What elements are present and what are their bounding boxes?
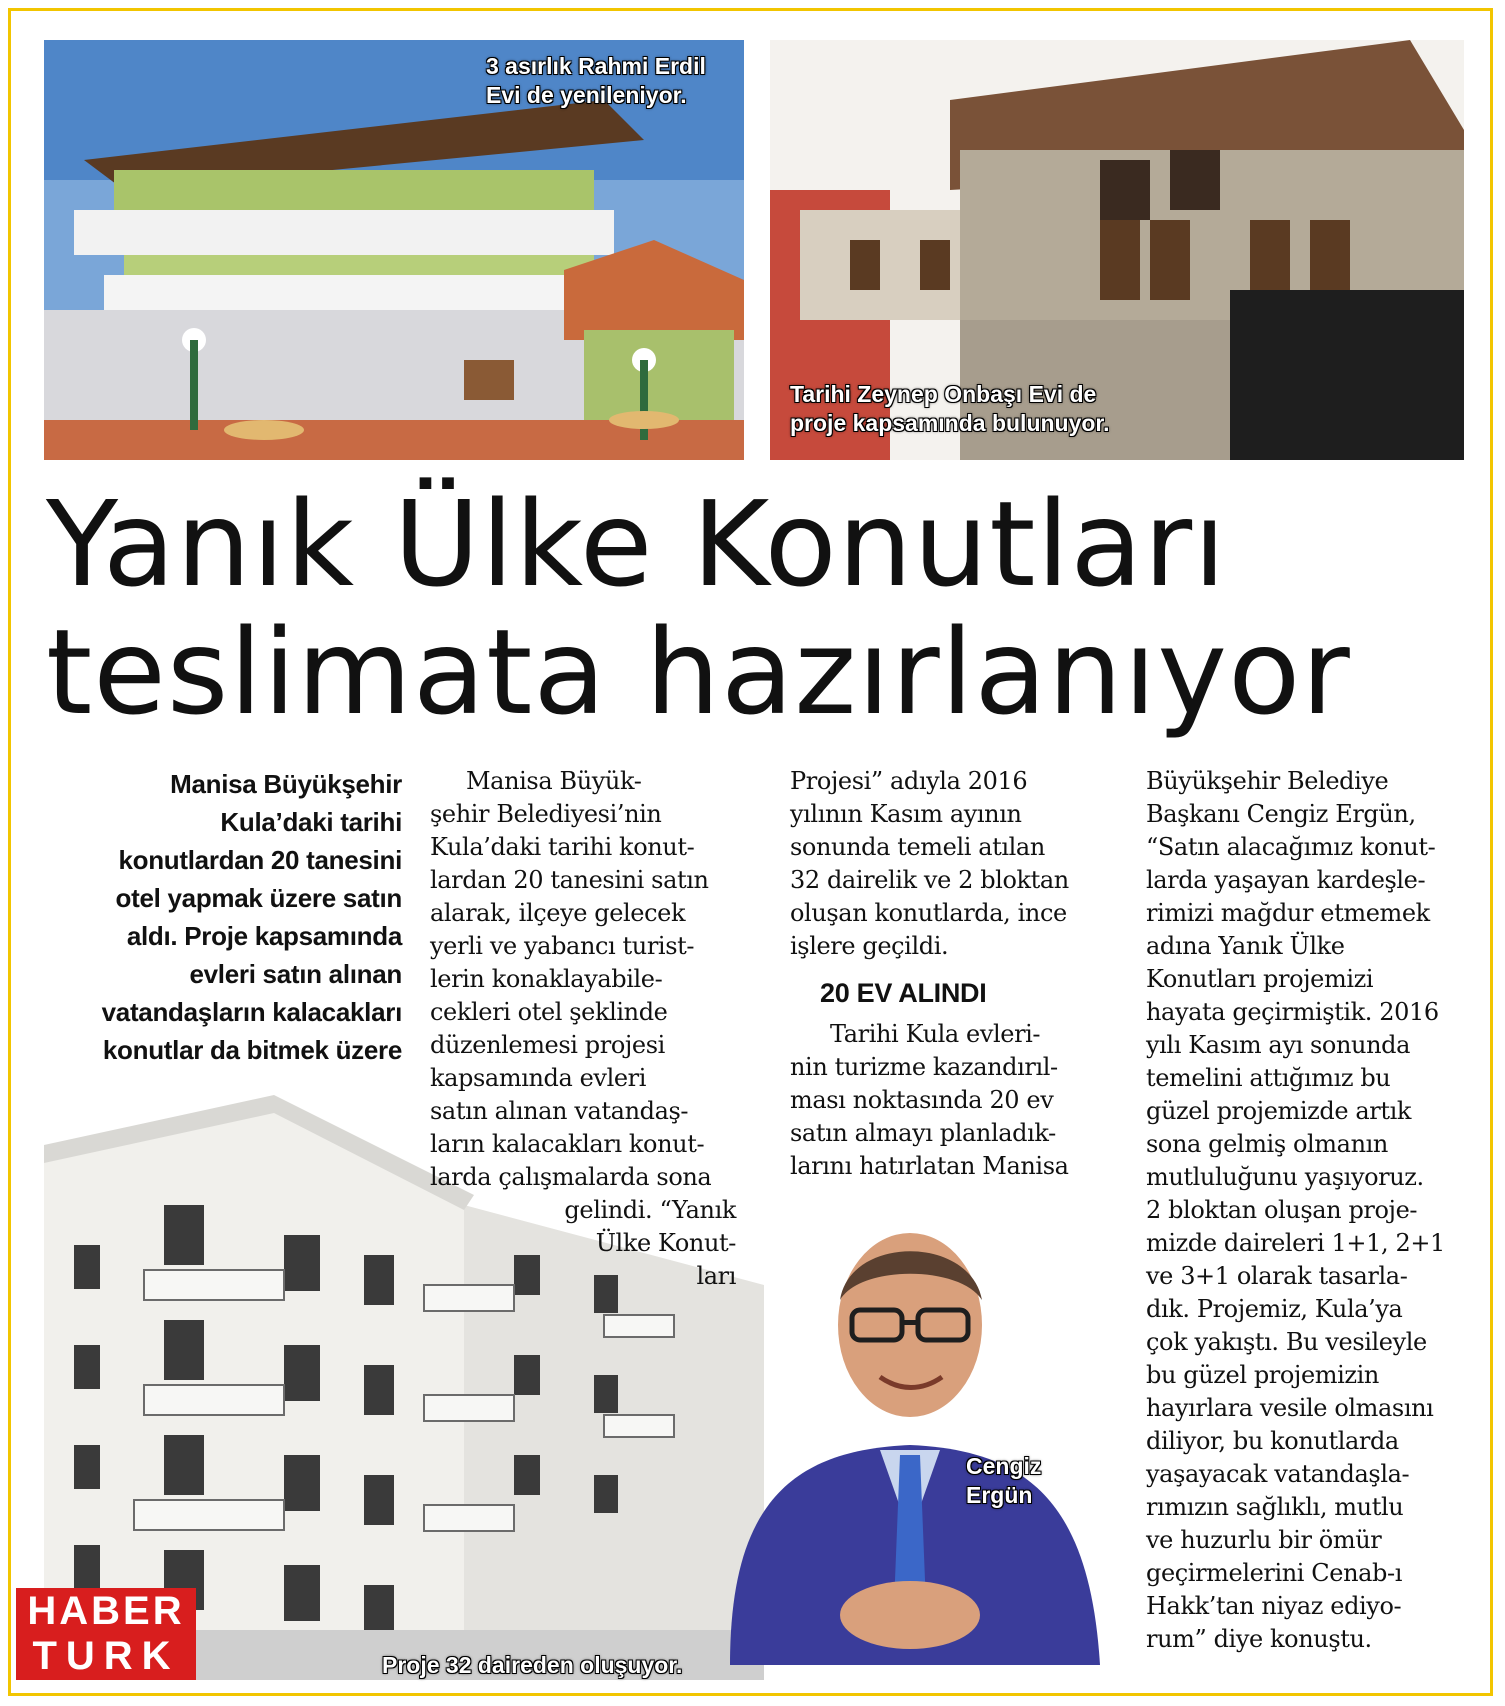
- text-line: hayırlara vesile olmasını: [1146, 1394, 1434, 1422]
- haberturk-logo: [16, 1588, 196, 1680]
- text-line: larda çalışmalarda sona: [430, 1163, 712, 1191]
- text-line: satın almayı planladık-: [790, 1119, 1056, 1147]
- text-line: diliyor, bu konutlarda: [1146, 1427, 1399, 1455]
- text-line: Konutları projemizi: [1146, 965, 1374, 993]
- text-line: Tarihi Kula evleri-: [830, 1020, 1041, 1048]
- text-line: temelini attığımız bu: [1146, 1064, 1391, 1092]
- text-line: şehir Belediyesi’nin: [430, 800, 662, 828]
- text-line: çok yakıştı. Bu vesileyle: [1146, 1328, 1427, 1356]
- lead-line: aldı. Proje kapsamında: [126, 921, 402, 951]
- rahmi-erdil-caption: [486, 52, 706, 110]
- logo-line: HABER: [27, 1589, 185, 1633]
- text-line: sonunda temeli atılan: [790, 833, 1045, 861]
- text-line: ması noktasında 20 ev: [790, 1086, 1054, 1114]
- logo-line: TURK: [32, 1634, 180, 1678]
- lead-line: Kula’daki tarihi: [220, 807, 402, 837]
- cengiz-ergun-portrait: [690, 1205, 1130, 1665]
- text-line: yaşayacak vatandaşla-: [1146, 1460, 1410, 1488]
- text-line: işlere geçildi.: [790, 932, 949, 960]
- text-line: sona gelmiş olmanın: [1146, 1130, 1388, 1158]
- article-column-3: [1146, 765, 1476, 1656]
- cengiz-ergun-caption: [966, 1452, 1041, 1510]
- text-line: rımızın sağlıklı, mutlu: [1146, 1493, 1404, 1521]
- lead-line: otel yapmak üzere satın: [115, 883, 402, 913]
- text-line: Kula’daki tarihi konut-: [430, 833, 695, 861]
- headline-line-1: Yanık Ülke Konutları: [46, 475, 1227, 613]
- caption-line: Tarihi Zeynep Onbaşı Evi de: [790, 381, 1097, 407]
- text-line: bu güzel projemizin: [1146, 1361, 1379, 1389]
- text-line: Manisa Büyük-: [466, 767, 642, 795]
- text-line: yerli ve yabancı turist-: [430, 932, 695, 960]
- building-caption: [382, 1651, 682, 1680]
- lead-line: konutlar da bitmek üzere: [102, 1035, 402, 1065]
- lead-line: Manisa Büyükşehir: [170, 769, 402, 799]
- text-line: Büyükşehir Belediye: [1146, 767, 1389, 795]
- lead-summary: [40, 765, 402, 1069]
- text-line: 32 dairelik ve 2 bloktan: [790, 866, 1069, 894]
- text-line: kapsamında evleri: [430, 1064, 647, 1092]
- lead-line: evleri satın alınan: [189, 959, 402, 989]
- caption-line: Proje 32 daireden oluşuyor.: [382, 1652, 683, 1678]
- text-line: Projesi” adıyla 2016: [790, 767, 1028, 795]
- text-line: lerin konaklayabile-: [430, 965, 663, 993]
- headline-line-2: teslimata hazırlanıyor: [46, 603, 1351, 741]
- article-column-2: [790, 765, 1130, 1183]
- text-line: rum” diye konuştu.: [1146, 1625, 1372, 1653]
- text-line: satın alınan vatandaş-: [430, 1097, 689, 1125]
- text-line: yılının Kasım ayının: [790, 800, 1022, 828]
- text-line: larda yaşayan kardeşle-: [1146, 866, 1426, 894]
- text-line: larını hatırlatan Manisa: [790, 1152, 1069, 1180]
- text-line: lardan 20 tanesini satın: [430, 866, 709, 894]
- text-line: cekleri otel şeklinde: [430, 998, 668, 1026]
- text-line: dık. Projemiz, Kula’ya: [1146, 1295, 1403, 1323]
- text-line: alarak, ilçeye gelecek: [430, 899, 686, 927]
- text-line: mutluluğunu yaşıyoruz.: [1146, 1163, 1424, 1191]
- text-line: geçirmelerini Cenab-ı: [1146, 1559, 1402, 1587]
- text-line: Başkanı Cengiz Ergün,: [1146, 800, 1416, 828]
- caption-line: Ergün: [966, 1482, 1033, 1508]
- caption-line: 3 asırlık Rahmi Erdil: [486, 53, 706, 79]
- text-line: yılı Kasım ayı sonunda: [1146, 1031, 1411, 1059]
- caption-line: proje kapsamında bulunuyor.: [790, 410, 1110, 436]
- text-line: 2 bloktan oluşan proje-: [1146, 1196, 1418, 1224]
- text-line: adına Yanık Ülke: [1146, 932, 1345, 960]
- text-line: güzel projemizde artık: [1146, 1097, 1412, 1125]
- text-line: Ülke Konut-: [595, 1229, 736, 1257]
- text-line: ve 3+1 olarak tasarla-: [1146, 1262, 1408, 1290]
- text-line: ları: [696, 1262, 736, 1290]
- text-line: ların kalacakları konut-: [430, 1130, 705, 1158]
- text-line: ve huzurlu bir ömür: [1146, 1526, 1382, 1554]
- text-line: mizde daireleri 1+1, 2+1: [1146, 1229, 1445, 1257]
- text-line: rimizi mağdur etmemek: [1146, 899, 1430, 927]
- text-line: hayata geçirmiştik. 2016: [1146, 998, 1439, 1026]
- text-line: oluşan konutlarda, ince: [790, 899, 1067, 927]
- text-line: Hakk’tan niyaz ediyo-: [1146, 1592, 1402, 1620]
- text-line: düzenlemesi projesi: [430, 1031, 665, 1059]
- zeynep-onbasi-caption: [790, 380, 1110, 438]
- headline: [46, 475, 1466, 741]
- caption-line: Cengiz: [966, 1453, 1042, 1479]
- text-line: “Satın alacağımız konut-: [1146, 833, 1436, 861]
- lead-line: konutlardan 20 tanesini: [118, 845, 402, 875]
- section-subhead: 20 EV ALINDI: [820, 978, 987, 1008]
- text-line: nin turizme kazandırıl-: [790, 1053, 1058, 1081]
- text-line: gelindi. “Yanık: [564, 1196, 736, 1224]
- lead-line: vatandaşların kalacakları: [101, 997, 402, 1027]
- caption-line: Evi de yenileniyor.: [486, 82, 687, 108]
